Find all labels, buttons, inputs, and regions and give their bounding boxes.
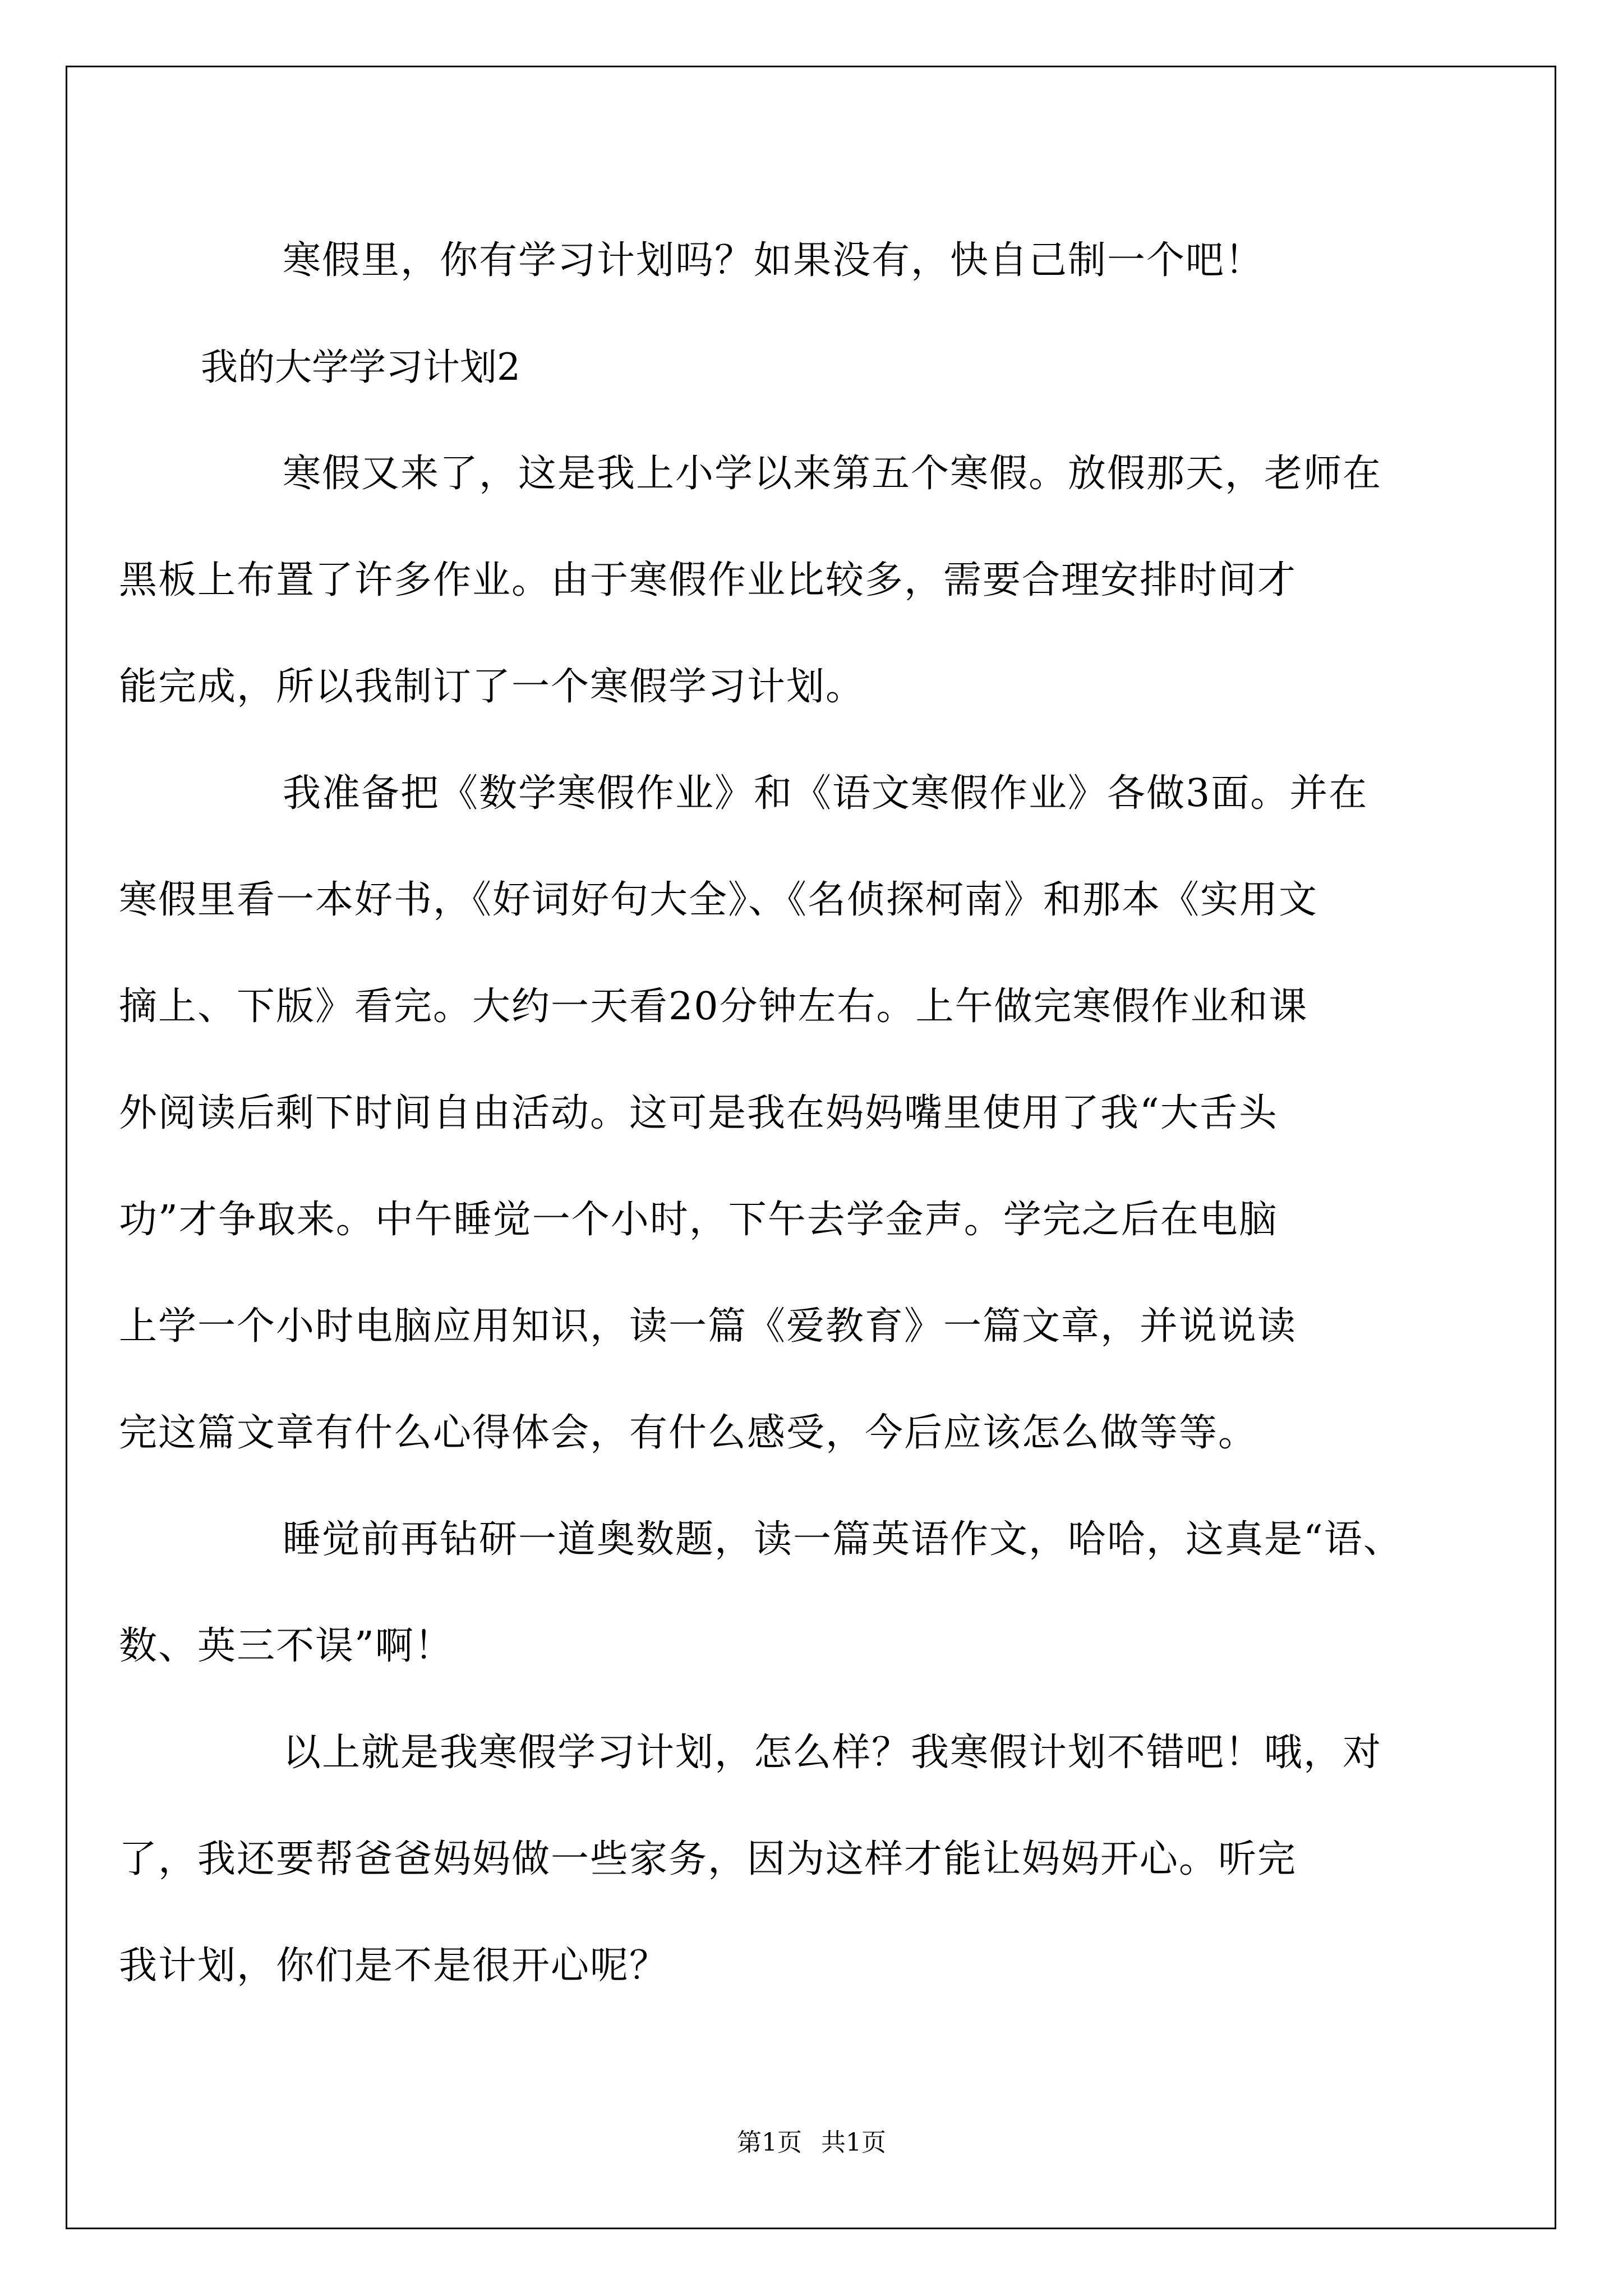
document-body: [119, 208, 1440, 2019]
text-line: 寒假又来了，这是我上小学以来第五个寒假。放假那天，老师在: [283, 452, 1382, 496]
text-line: 以上就是我寒假学习计划，怎么样？我寒假计划不错吧！哦，对: [283, 1731, 1382, 1775]
text-line: 外阅读后剩下时间自由活动。这可是我在妈妈嘴里使用了我“大舌头: [119, 1091, 1278, 1135]
paragraph-2: [119, 740, 1440, 1487]
text-line: 上学一个小时电脑应用知识，读一篇《爱教育》一篇文章，并说说读: [119, 1304, 1297, 1349]
text-line: 黑板上布置了许多作业。由于寒假作业比较多，需要合理安排时间才: [119, 558, 1297, 602]
text-line: 寒假里看一本好书，《好词好句大全》、《名侦探柯南》和那本《实用文: [119, 878, 1318, 922]
paragraph-intro: [201, 208, 1440, 314]
text-line: 摘上、下版》看完。大约一天看20分钟左右。上午做完寒假作业和课: [119, 984, 1308, 1029]
text-line: 寒假里，你有学习计划吗？如果没有，快自己制一个吧！: [283, 238, 1265, 283]
text-line: 我计划，你们是不是很开心呢？: [119, 1944, 669, 1988]
page-total: 共1页: [821, 2128, 886, 2157]
text-line: 我准备把《数学寒假作业》和《语文寒假作业》各做3面。并在: [283, 771, 1368, 816]
text-line: 数、英三不误”啊！: [119, 1624, 454, 1668]
paragraph-4: [119, 1700, 1440, 2019]
paragraph-3: [119, 1487, 1440, 1700]
page-number: 第1页: [737, 2128, 802, 2157]
section-heading: 我的大学学习计划2: [201, 346, 520, 389]
paragraph-1: [119, 421, 1440, 740]
text-line: 完这篇文章有什么心得体会，有什么感受，今后应该怎么做等等。: [119, 1411, 1258, 1455]
text-line: 功”才争取来。中午睡觉一个小时，下午去学金声。学完之后在电脑: [119, 1198, 1278, 1242]
text-line: 能完成，所以我制订了一个寒假学习计划。: [119, 665, 865, 709]
text-line: 了，我还要帮爸爸妈妈做一些家务，因为这样才能让妈妈开心。听完: [119, 1837, 1297, 1881]
page-footer: [0, 2126, 1623, 2160]
text-line: 睡觉前再钻研一道奥数题，读一篇英语作文，哈哈，这真是“语、: [283, 1517, 1403, 1562]
